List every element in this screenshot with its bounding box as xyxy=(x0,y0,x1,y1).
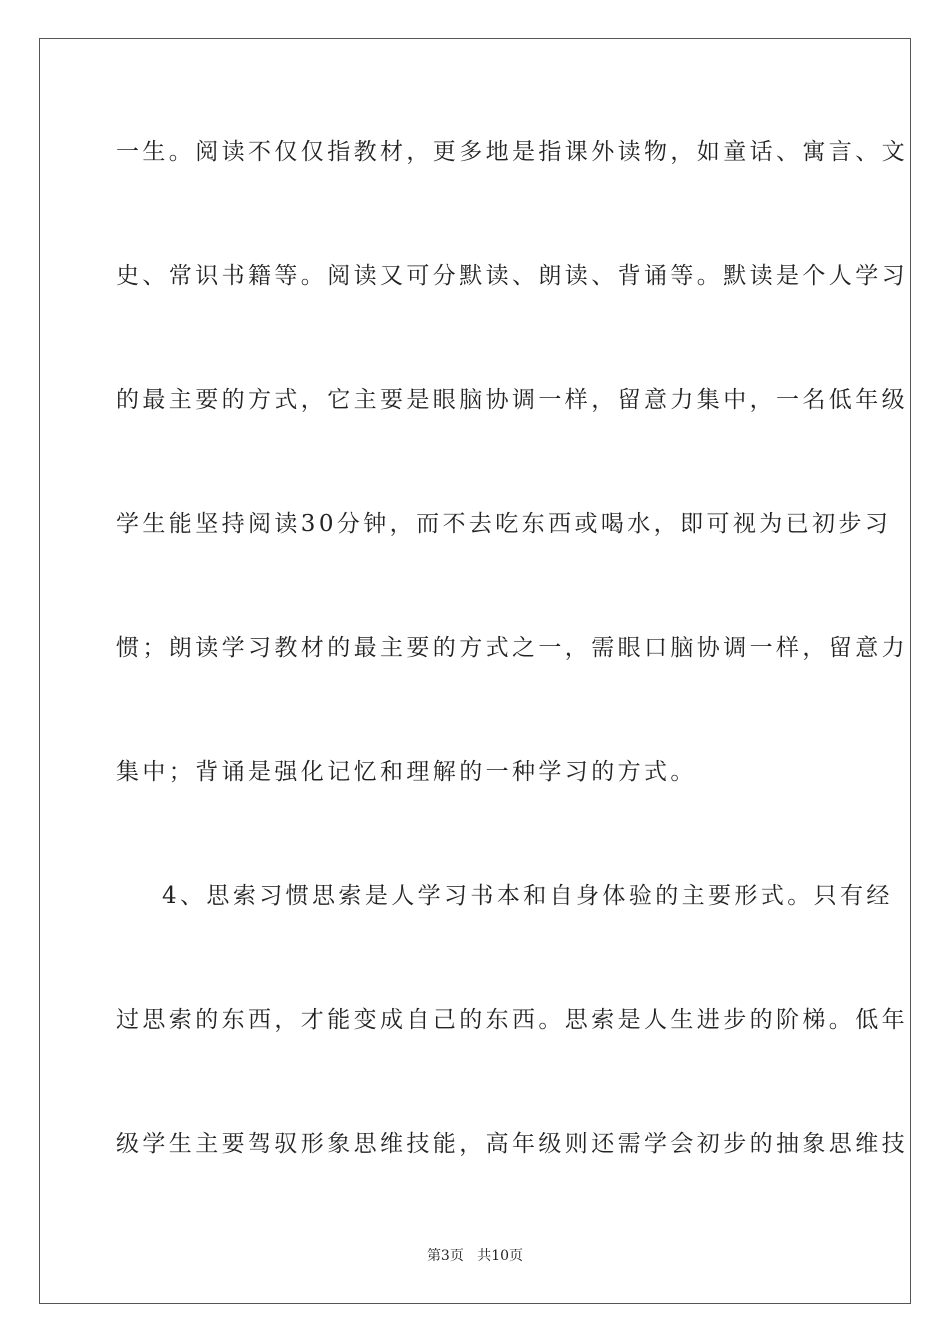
paragraph-line: 一生。阅读不仅仅指教材，更多地是指课外读物，如童话、寓言、文 xyxy=(116,139,908,165)
paragraph-line: 惯；朗读学习教材的最主要的方式之一，需眼口脑协调一样，留意力 xyxy=(116,635,908,661)
page-number: 第3页 xyxy=(426,1248,464,1264)
paragraph-line: 过思索的东西，才能变成自己的东西。思索是人生进步的阶梯。低年 xyxy=(116,1007,908,1033)
paragraph-line: 4、思索习惯思索是人学习书本和自身体验的主要形式。只有经 xyxy=(162,883,893,909)
paragraph-line: 集中；背诵是强化记忆和理解的一种学习的方式。 xyxy=(116,759,697,785)
paragraph-line: 的最主要的方式，它主要是眼脑协调一样，留意力集中，一名低年级 xyxy=(116,387,908,413)
page-total: 共10页 xyxy=(477,1248,524,1264)
paragraph-line: 史、常识书籍等。阅读又可分默读、朗读、背诵等。默读是个人学习 xyxy=(116,263,908,289)
paragraph-line: 学生能坚持阅读30分钟，而不去吃东西或喝水，即可视为已初步习 xyxy=(116,511,892,537)
page-border xyxy=(39,38,911,1304)
paragraph-line: 级学生主要驾驭形象思维技能，高年级则还需学会初步的抽象思维技 xyxy=(116,1131,908,1157)
page-footer xyxy=(0,1246,950,1266)
